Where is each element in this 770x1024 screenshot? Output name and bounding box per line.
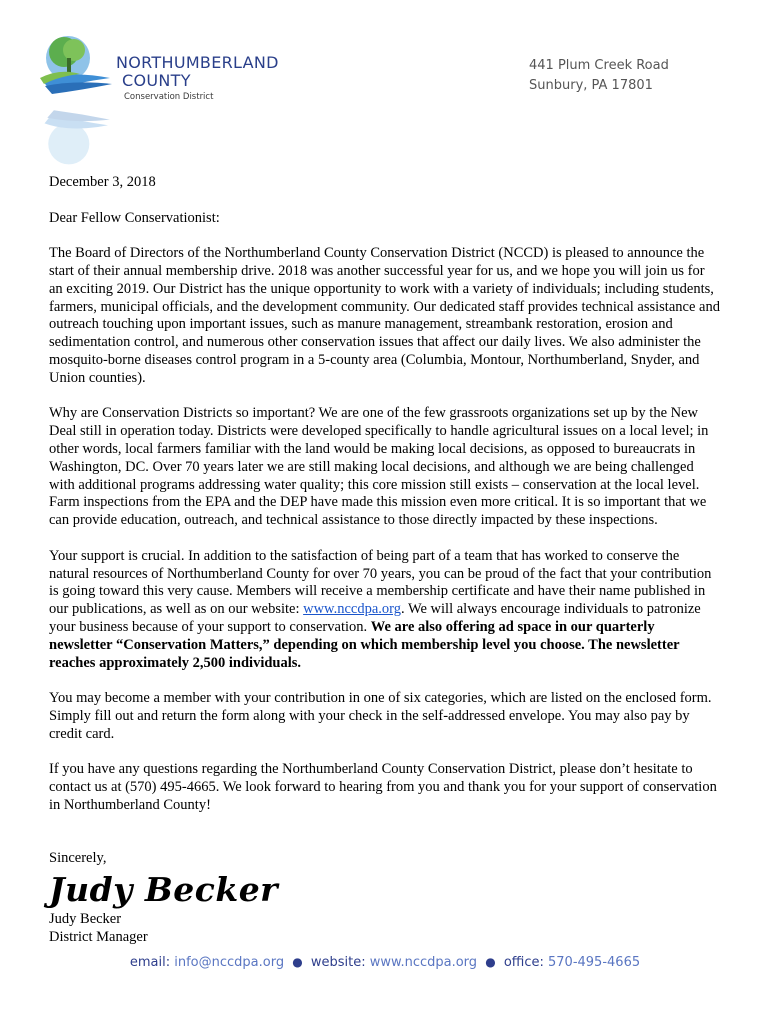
letter-body <box>49 174 721 832</box>
bullet-icon: ● <box>485 955 496 969</box>
paragraph-5: If you have any questions regarding the Northumberland County Conservation District, please don’t hesitate to contact us at (570) 495-4665. We look forward to hearing from you and thank you for your support of conservation in Northumberland County! <box>49 761 717 813</box>
tree-emblem-icon <box>40 30 120 105</box>
website-value[interactable]: www.nccdpa.org <box>369 955 478 970</box>
handwritten-signature: Judy Becker <box>49 870 279 909</box>
logo-line-2: COUNTY <box>122 71 191 90</box>
office-value: 570-495-4665 <box>548 955 641 970</box>
office-label: office: <box>503 955 544 970</box>
logo-line-1: NORTHUMBERLAND <box>116 53 279 72</box>
bullet-icon: ● <box>292 955 303 969</box>
paragraph-3-bold: We are also offering ad space in our quarterly newsletter “Conservation Matters,” depending on which membership level you choose. The newsletter reaches approximately 2,500 individuals. <box>49 618 680 671</box>
website-link[interactable]: www.nccdpa.org <box>303 601 401 618</box>
logo-wordmark <box>116 55 279 102</box>
signer-title: District Manager <box>49 928 148 945</box>
website-label: website: <box>310 955 366 970</box>
paragraph-3-text: Your support is crucial. In addition to the satisfaction of being part of a team that has worked to conserve the natural resources of Northumberland County for over 70 years, you can be proud of the fact that your contribution is going toward this very cause. Members will receive a membership certificate and have their name published in our publications, as well as on our website: <box>49 547 712 618</box>
address-line-2: Sunbury, PA 17801 <box>529 78 653 93</box>
closing: Sincerely, <box>49 850 107 866</box>
district-logo <box>40 30 279 105</box>
letter-salutation: Dear Fellow Conservationist: <box>49 209 220 226</box>
logo-reflection <box>40 100 240 170</box>
contact-footer <box>0 955 770 970</box>
paragraph-3 <box>49 548 721 673</box>
logo-line-3: Conservation District <box>124 92 214 102</box>
signer-name: Judy Becker <box>49 911 122 927</box>
paragraph-3-text-cont: . We will always encourage individuals to patronize your business because of your support to conservation. <box>49 601 701 635</box>
tree-emblem-reflection-icon <box>40 100 120 170</box>
address-line-1: 441 Plum Creek Road <box>529 58 669 73</box>
signer-block <box>49 911 148 947</box>
email-label: email: <box>129 955 171 970</box>
paragraph-4: You may become a member with your contribution in one of six categories, which are listed on the enclosed form. Simply fill out and return the form along with your check in the self-addressed envelope. You may also pay by credit card. <box>49 690 712 742</box>
paragraph-2: Why are Conservation Districts so important? We are one of the few grassroots organizations set up by the New Deal still in operation today. Districts were developed specifically to handle agricultural issues on a local level; in other words, local farmers familiar with the land would be making local decisions, as opposed to bureaucrats in Washington, DC. Over 70 years later we are still making local decisions, and although we are being challenged with additional programs addressing water quality; this core mission still exists – conservation at the local level. Farm inspections from the EPA and the DEP have made this mission even more critical. It is so important that we can provide education, outreach, and technical assistance to those directly impacted by these inspections. <box>49 405 709 529</box>
email-value[interactable]: info@nccdpa.org <box>174 955 285 970</box>
return-address <box>529 56 669 96</box>
letter-date: December 3, 2018 <box>49 174 156 190</box>
paragraph-1: The Board of Directors of the Northumberland County Conservation District (NCCD) is pleased to announce the start of their annual membership drive. 2018 was another successful year for us, and we hope you will join us for an exciting 2019. Our District has the unique opportunity to work with a variety of individuals; including students, farmers, municipal officials, and the development community. Our dedicated staff provides technical assistance and outreach touching upon important issues, such as manure management, streambank restoration, erosion and sedimentation control, and numerous other conservation issues that affect our daily lives. We also administer the mosquito-borne diseases control program in a 5-county area (Columbia, Montour, Northumberland, Snyder, and Union counties). <box>49 245 720 386</box>
